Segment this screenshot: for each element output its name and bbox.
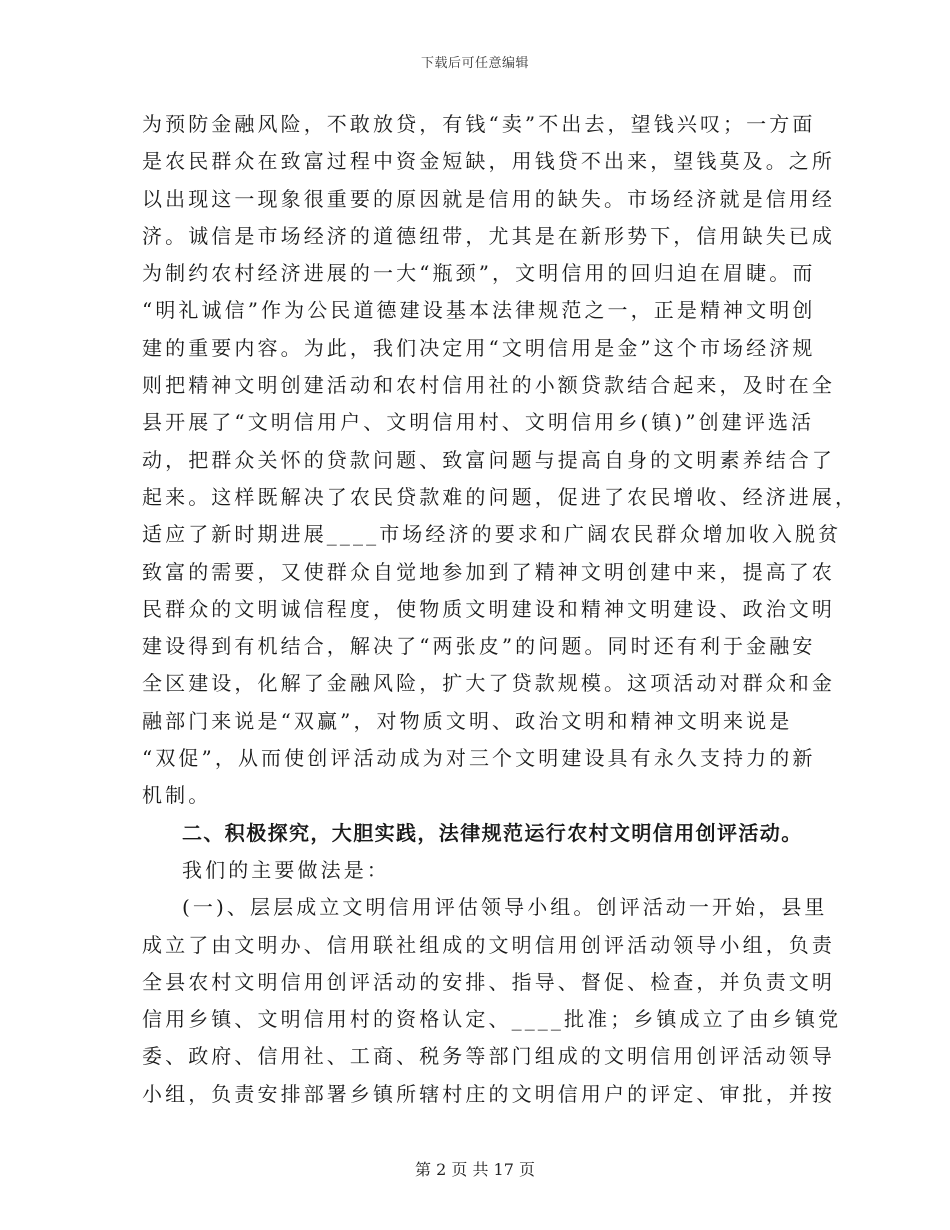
body-line: 为预防金融风险，不敢放贷，有钱“卖”不出去，望钱兴叹；一方面 [142,112,816,136]
body-line: 则把精神文明创建活动和农村信用社的小额贷款结合起来，及时在全 [142,373,835,398]
body-line: 我们的主要做法是： [182,857,390,882]
body-line: “明礼诚信”作为公民道德建设基本法律规范之一，正是精神文明创 [142,298,816,323]
body-line: 建设得到有机结合，解决了“两张皮”的问题。同时还有利于金融安 [142,634,816,659]
body-line: 小组，负责安排部署乡镇所辖村庄的文明信用户的评定、审批，并按 [142,1081,835,1106]
body-line: 成立了由文明办、信用联社组成的文明信用创评活动领导小组，负责 [142,932,835,957]
body-line: 民群众的文明诚信程度，使物质文明建设和精神文明建设、政治文明 [142,596,835,621]
body-line: 建的重要内容。为此，我们决定用“文明信用是金”这个市场经济规 [142,335,816,360]
body-line: 致富的需要，又使群众自觉地参加到了精神文明创建中来，提高了农 [142,559,835,584]
body-line: 动，把群众关怀的贷款问题、致富问题与提高自身的文明素养结合了 [142,447,835,472]
body-line: (一)、层层成立文明信用评估领导小组。创评活动一开始，县里 [182,895,828,920]
body-line: 起来。这样既解决了农民贷款难的问题，促进了农民增收、经济进展， [142,484,859,509]
body-line: 是农民群众在致富过程中资金短缺，用钱贷不出来，望钱莫及。之所 [142,149,835,174]
body-line: 济。诚信是市场经济的道德纽带，尤其是在新形势下，信用缺失已成 [142,223,835,248]
body-line: 适应了新时期进展____市场经济的要求和广阔农民群众增加收入脱贫 [142,522,842,547]
body-line: 机制。 [142,783,212,808]
body-line: 全区建设，化解了金融风险，扩大了贷款规模。这项活动对群众和金 [142,671,835,696]
body-line: 以出现这一现象很重要的原因就是信用的缺失。市场经济就是信用经 [142,186,835,211]
body-line: 全县农村文明信用创评活动的安排、指导、督促、检查，并负责文明 [142,969,835,994]
document-body [142,106,859,1113]
body-line: 融部门来说是“双赢”，对物质文明、政治文明和精神文明来说是 [142,708,793,733]
page-header: 下载后可任意编辑 [420,56,529,71]
body-line: 为制约农村经济进展的一大“瓶颈”，文明信用的回归迫在眉睫。而 [142,261,816,286]
body-line: 委、政府、信用社、工商、税务等部门组成的文明信用创评活动领导 [142,1044,835,1069]
page-footer: 第 2 页 共 17 页 [415,1160,535,1179]
section-heading: 二、积极探究，大胆实践，法律规范运行农村文明信用创评活动。 [182,820,803,845]
body-line: 县开展了“文明信用户、文明信用村、文明信用乡(镇)”创建评选活 [142,410,815,435]
body-line: 信用乡镇、文明信用村的资格认定、____批准；乡镇成立了由乡镇党 [142,1007,842,1032]
body-line: “双促”，从而使创评活动成为对三个文明建设具有永久支持力的新 [142,746,816,771]
